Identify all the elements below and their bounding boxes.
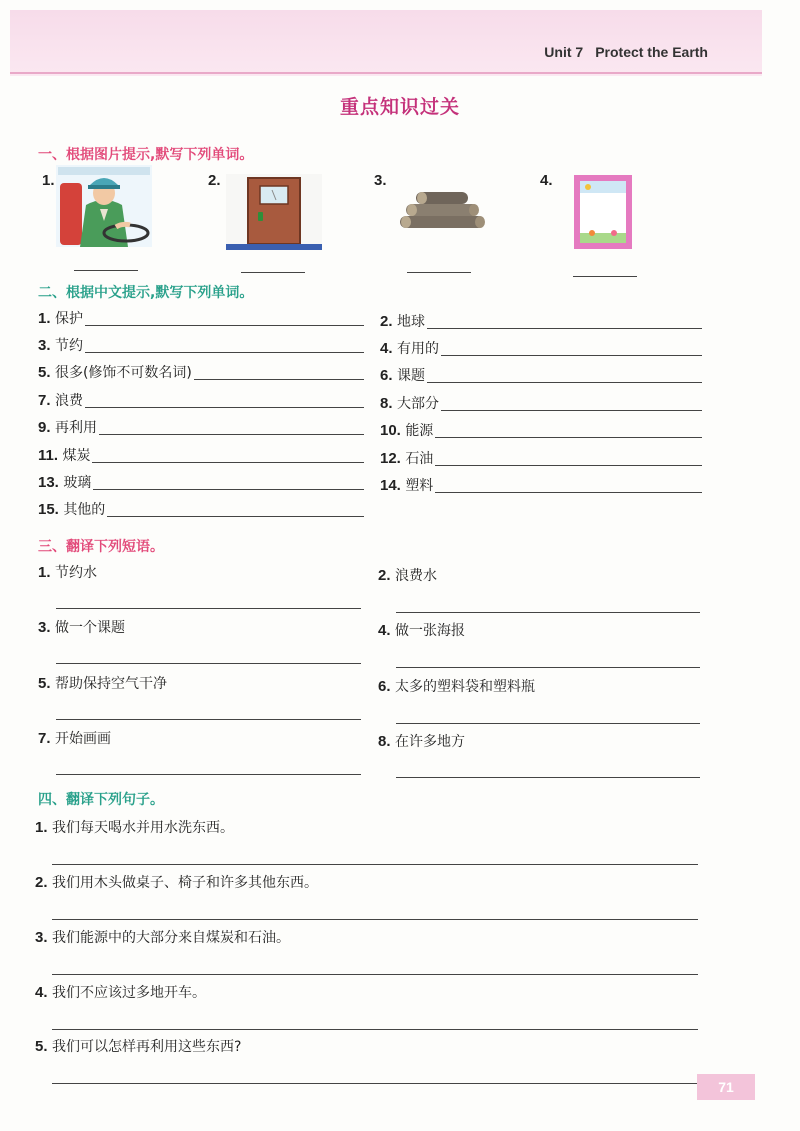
word-row-9-number: 9. [38, 419, 51, 436]
word-row-4-prompt: 有用的 [396, 341, 439, 357]
word-row-3-prompt: 节约 [54, 338, 83, 354]
sentence-3 [35, 927, 290, 947]
phrase-2 [378, 565, 437, 585]
unit-title: Protect the Earth [595, 44, 708, 60]
sentence-3-number: 3. [35, 929, 48, 946]
phrase-3-answer-line[interactable] [56, 663, 361, 664]
section-4-heading: 四、翻译下列句子。 [38, 792, 164, 808]
word-row-5-prompt: 很多(修饰不可数名词) [54, 365, 192, 381]
sentence-3-prompt: 我们能源中的大部分来自煤炭和石油。 [51, 930, 290, 946]
word-row-7-prompt: 浪费 [54, 393, 83, 409]
sentence-1 [35, 817, 234, 837]
word-row-10-number: 10. [380, 422, 401, 439]
word-row-14 [380, 475, 702, 495]
phrase-7-number: 7. [38, 730, 51, 747]
header-band [10, 10, 762, 76]
word-row-1 [38, 308, 364, 328]
sentence-5-answer-line[interactable] [52, 1083, 698, 1084]
phrase-7 [38, 728, 111, 748]
word-row-12-answer-line[interactable] [435, 451, 702, 466]
phrase-5-prompt: 帮助保持空气干净 [54, 676, 167, 692]
word-row-7-answer-line[interactable] [85, 393, 364, 408]
phrase-2-answer-line[interactable] [396, 612, 700, 613]
sentence-4-number: 4. [35, 984, 48, 1001]
sentence-3-answer-line[interactable] [52, 974, 698, 975]
sentence-4 [35, 982, 206, 1002]
word-row-15-answer-line[interactable] [107, 502, 364, 517]
sentence-5 [35, 1036, 241, 1056]
sentence-5-prompt: 我们可以怎样再利用这些东西? [51, 1039, 242, 1055]
word-row-1-number: 1. [38, 310, 51, 327]
door-picture-icon [226, 174, 322, 250]
word-row-10-answer-line[interactable] [435, 423, 702, 438]
poster-picture-icon [574, 175, 632, 249]
sentence-2-prompt: 我们用木头做桌子、椅子和许多其他东西。 [51, 875, 318, 891]
word-row-2-answer-line[interactable] [427, 314, 702, 329]
phrase-2-number: 2. [378, 567, 391, 584]
word-row-5-answer-line[interactable] [194, 365, 364, 380]
word-row-15 [38, 499, 364, 519]
page-number: 71 [697, 1074, 755, 1100]
word-row-2-number: 2. [380, 313, 393, 330]
word-row-8-number: 8. [380, 395, 393, 412]
word-row-5-number: 5. [38, 364, 51, 381]
word-row-2 [380, 311, 702, 331]
word-row-4-answer-line[interactable] [441, 341, 702, 356]
word-row-10-prompt: 能源 [405, 423, 434, 439]
header-divider [10, 72, 762, 74]
sentence-4-prompt: 我们不应该过多地开车。 [51, 985, 206, 1001]
driver-picture-icon [56, 165, 152, 247]
word-row-9-prompt: 再利用 [54, 420, 97, 436]
picture-item-3-number: 3. [374, 172, 387, 189]
word-row-15-number: 15. [38, 501, 59, 518]
word-row-13 [38, 472, 364, 492]
phrase-3 [38, 617, 125, 637]
picture-item-4-number: 4. [540, 172, 553, 189]
phrase-6 [378, 676, 535, 696]
phrase-1 [38, 562, 97, 582]
phrase-4-number: 4. [378, 622, 391, 639]
word-row-15-prompt: 其他的 [63, 502, 106, 518]
sentence-5-number: 5. [35, 1038, 48, 1055]
word-row-14-prompt: 塑料 [405, 478, 434, 494]
phrase-4-prompt: 做一张海报 [394, 623, 465, 639]
word-row-9 [38, 417, 364, 437]
word-row-4-number: 4. [380, 340, 393, 357]
word-row-12-prompt: 石油 [405, 451, 434, 467]
word-row-6-answer-line[interactable] [427, 368, 702, 383]
phrase-3-prompt: 做一个课题 [54, 620, 125, 636]
phrase-2-prompt: 浪费水 [394, 568, 437, 584]
word-row-3-number: 3. [38, 337, 51, 354]
word-row-14-number: 14. [380, 477, 401, 494]
phrase-8-prompt: 在许多地方 [394, 734, 465, 750]
word-row-13-number: 13. [38, 474, 59, 491]
sentence-2-answer-line[interactable] [52, 919, 698, 920]
word-row-12 [380, 448, 702, 468]
word-row-5 [38, 362, 364, 382]
phrase-8-number: 8. [378, 733, 391, 750]
section-3-heading: 三、翻译下列短语。 [38, 539, 164, 555]
sentence-1-number: 1. [35, 819, 48, 836]
word-row-6-prompt: 课题 [396, 368, 425, 384]
sentence-1-prompt: 我们每天喝水并用水洗东西。 [51, 820, 234, 836]
picture-answer-1-line[interactable] [74, 270, 138, 271]
page-title: 重点知识过关 [339, 96, 460, 118]
phrase-4 [378, 620, 465, 640]
word-row-6 [380, 365, 702, 385]
word-row-3 [38, 335, 364, 355]
word-row-11 [38, 445, 364, 465]
phrase-8 [378, 731, 465, 751]
sentence-2 [35, 872, 318, 892]
section-1-heading: 一、根据图片提示,默写下列单词。 [38, 147, 254, 163]
picture-item-2-number: 2. [208, 172, 221, 189]
unit-heading [544, 44, 708, 60]
word-row-6-number: 6. [380, 367, 393, 384]
word-row-14-answer-line[interactable] [435, 478, 702, 493]
phrase-1-number: 1. [38, 564, 51, 581]
unit-number: Unit 7 [544, 44, 584, 60]
word-row-11-answer-line[interactable] [92, 448, 364, 463]
word-row-4 [380, 338, 702, 358]
word-row-10 [380, 420, 702, 440]
sentence-1-answer-line[interactable] [52, 864, 698, 865]
phrase-7-prompt: 开始画画 [54, 731, 111, 747]
phrase-5 [38, 673, 167, 693]
picture-item-1-number: 1. [42, 172, 55, 189]
picture-answer-4-line[interactable] [573, 276, 637, 277]
phrase-8-answer-line[interactable] [396, 777, 700, 778]
word-row-3-answer-line[interactable] [85, 338, 364, 353]
word-row-7 [38, 390, 364, 410]
phrase-5-number: 5. [38, 675, 51, 692]
word-row-11-prompt: 煤炭 [62, 448, 91, 464]
word-row-11-number: 11. [38, 447, 59, 464]
picture-answer-2-line[interactable] [241, 272, 305, 273]
phrase-3-number: 3. [38, 619, 51, 636]
phrase-6-number: 6. [378, 678, 391, 695]
word-row-7-number: 7. [38, 392, 51, 409]
word-row-13-answer-line[interactable] [93, 475, 364, 490]
phrase-6-prompt: 太多的塑料袋和塑料瓶 [394, 679, 535, 695]
section-2-heading: 二、根据中文提示,默写下列单词。 [38, 285, 254, 301]
phrase-6-answer-line[interactable] [396, 723, 700, 724]
picture-answer-3-line[interactable] [407, 272, 471, 273]
sentence-4-answer-line[interactable] [52, 1029, 698, 1030]
word-row-8-answer-line[interactable] [441, 396, 702, 411]
wood-logs-picture-icon [394, 186, 490, 234]
phrase-5-answer-line[interactable] [56, 719, 361, 720]
sentence-2-number: 2. [35, 874, 48, 891]
word-row-1-prompt: 保护 [54, 311, 83, 327]
word-row-12-number: 12. [380, 450, 401, 467]
word-row-2-prompt: 地球 [396, 314, 425, 330]
phrase-7-answer-line[interactable] [56, 774, 361, 775]
word-row-13-prompt: 玻璃 [63, 475, 92, 491]
phrase-1-prompt: 节约水 [54, 565, 97, 581]
word-row-8-prompt: 大部分 [396, 396, 439, 412]
phrase-1-answer-line[interactable] [56, 608, 361, 609]
phrase-4-answer-line[interactable] [396, 667, 700, 668]
word-row-8 [380, 393, 702, 413]
word-row-1-answer-line[interactable] [85, 311, 364, 326]
word-row-9-answer-line[interactable] [99, 420, 364, 435]
